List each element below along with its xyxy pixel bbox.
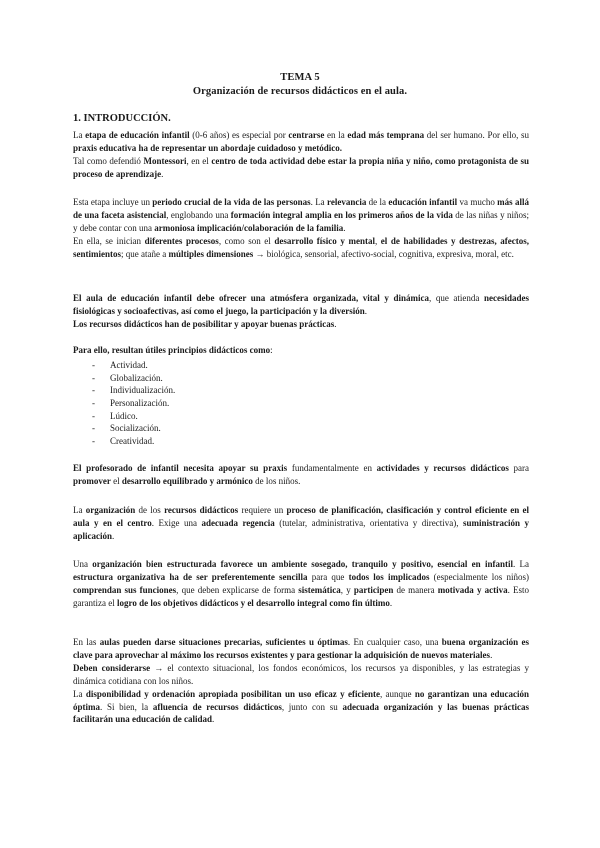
bold-text-run: armoniosa implicación/colaboración de la familia <box>154 222 344 233</box>
bold-text-run: Para ello, resultan útiles principios didácticos como <box>73 345 271 355</box>
list-item-text: Lúdico. <box>110 410 138 421</box>
list-item <box>92 397 392 410</box>
text-run: . La <box>310 197 328 207</box>
text-run: La <box>73 505 86 515</box>
text-run: del ser humano. Por ello, su <box>424 130 529 140</box>
text-run: Tal como defendió <box>73 155 144 166</box>
principles-list <box>92 359 392 448</box>
text-run: → biológica, sensorial, afectivo-social, cognitiva, expresiva, moral, etc. <box>253 248 514 259</box>
paragraph-principles-intro <box>73 344 529 357</box>
bold-text-run: organización bien estructurada favorece un ambiente sosegado, tranquilo y positivo, esencial en infantil <box>92 559 513 569</box>
bold-text-run: edad más temprana <box>347 130 425 140</box>
list-item <box>92 384 392 397</box>
list-item <box>92 422 392 435</box>
text-run: va mucho <box>457 197 498 207</box>
bold-text-run: necesidades fisiológicas y socioafectivas, así como el juego, la participación y la diversión <box>73 293 529 316</box>
text-run: el <box>110 475 122 486</box>
bullet-marker: - <box>92 385 95 396</box>
text-run: ; que atañe a <box>121 248 169 259</box>
bold-text-run: comprendan sus funciones <box>73 584 177 595</box>
bold-text-run: suministración y aplicación <box>73 517 529 541</box>
bullet-marker: - <box>92 398 95 409</box>
text-run: , que deben explicarse de forma <box>176 584 299 595</box>
text-run: . <box>212 714 215 725</box>
paragraph-teachers <box>73 462 529 488</box>
text-run: de las niñas y niños; y debe contar con una <box>73 209 529 233</box>
text-run: . <box>490 649 493 660</box>
bullet-marker: - <box>92 360 95 370</box>
text-run: , <box>374 235 381 246</box>
list-item-text: Actividad. <box>110 360 148 370</box>
paragraph-classroom <box>73 292 529 331</box>
bold-text-run: afluencia de recursos didácticos <box>152 701 282 712</box>
text-run: , aunque <box>379 688 415 699</box>
text-run: fundamentalmente en <box>287 463 377 473</box>
bold-text-run: adecuada regencia <box>201 517 275 528</box>
section-heading: 1. INTRODUCCIÓN. <box>73 113 171 124</box>
bold-text-run: educación infantil <box>388 197 458 207</box>
text-run: . <box>364 305 367 316</box>
list-item-text: Personalización. <box>110 398 170 409</box>
text-run: En ella, se inician <box>73 235 145 246</box>
bold-text-run: estructura organizativa ha de ser preferentemente sencilla <box>73 571 308 582</box>
list-item <box>92 372 392 385</box>
bold-text-run: desarrollo equilibrado y armónico <box>121 475 253 486</box>
text-run: , que atienda <box>428 293 484 303</box>
bullet-marker: - <box>92 372 95 383</box>
bold-text-run: el de habilidades y destrezas, afectos, sentimientos <box>73 235 530 259</box>
bold-text-run: no garantizan una educación óptima <box>73 688 529 712</box>
text-run: , y <box>340 584 354 595</box>
text-run: . <box>161 168 164 179</box>
list-item <box>92 410 392 423</box>
text-run: . <box>389 597 393 608</box>
text-run: . Esto garantiza el <box>73 584 529 608</box>
text-run: , englobando una <box>166 209 231 220</box>
bold-text-run: disponibilidad y ordenación apropiada posibilitan un uso eficaz y eficiente <box>85 688 380 699</box>
text-run: La <box>73 130 86 140</box>
text-run: de los niños. <box>252 475 301 486</box>
text-run: de la <box>366 197 389 207</box>
bold-text-run: promover <box>73 475 111 486</box>
text-run: (0-6 años) es especial por <box>189 130 289 140</box>
text-run: → el contexto situacional, los fondos económicos, los recursos ya disponibles, y las estrategias y dinámica cotidiana con los niños. <box>73 662 529 686</box>
list-item <box>92 359 392 372</box>
text-run: . Exige una <box>151 517 202 528</box>
bold-text-run: múltiples dimensiones <box>168 248 254 259</box>
bold-text-run: Deben considerarse <box>73 662 151 673</box>
list-item-text: Creatividad. <box>110 436 155 447</box>
bold-text-run: aulas pueden darse situaciones precarias, suficientes u óptimas <box>99 637 348 647</box>
bold-text-run: relevancia <box>327 197 367 207</box>
bold-text-run: recursos didácticos <box>164 505 239 515</box>
bullet-marker: - <box>92 410 95 421</box>
text-run: . <box>112 530 115 541</box>
text-run: La <box>73 688 86 699</box>
text-run: requiere un <box>238 505 287 515</box>
paragraph-stage <box>73 196 529 261</box>
bold-text-run: más allá de una faceta asistencial <box>73 197 529 220</box>
bold-text-run: desarrollo físico y mental <box>274 235 375 246</box>
document-title: Organización de recursos didácticos en el aula. <box>192 86 408 97</box>
text-run: Esta etapa incluye un <box>73 197 153 207</box>
text-run: Una <box>73 559 93 569</box>
text-run: En las <box>73 637 100 647</box>
text-run: : <box>270 345 273 355</box>
text-run: de manera <box>393 584 438 595</box>
bold-text-run: motivada y activa <box>437 584 508 595</box>
text-run: , junto con su <box>281 701 343 712</box>
bold-text-run: etapa de educación infantil <box>85 130 190 140</box>
bold-text-run: praxis educativa ha de representar un abordaje cuidadoso y metódico. <box>73 142 343 153</box>
paragraph-classrooms <box>73 636 529 726</box>
text-run: para <box>508 463 529 473</box>
bold-text-run: diferentes procesos <box>144 235 219 246</box>
bold-text-run: actividades y recursos didácticos <box>376 463 509 473</box>
bold-text-run: El profesorado de infantil necesita apoyar su praxis <box>73 463 288 473</box>
bold-text-run: organización <box>85 505 136 515</box>
text-run: , como son el <box>218 235 275 246</box>
text-run: . <box>334 318 337 329</box>
bold-text-run: El aula de educación infantil debe ofrecer una atmósfera organizada, vital y dinámica <box>73 293 429 303</box>
bold-text-run: todos los implicados <box>348 571 430 582</box>
bullet-marker: - <box>92 423 95 434</box>
bullet-marker: - <box>92 436 95 447</box>
text-run: . Si bien, la <box>100 701 153 712</box>
tema-number: TEMA 5 <box>280 72 320 83</box>
bold-text-run: participen <box>353 584 394 595</box>
text-run: , en el <box>186 155 212 166</box>
bold-text-run: sistemática <box>298 584 341 595</box>
text-run: . La <box>512 559 529 569</box>
list-item-text: Globalización. <box>110 372 163 383</box>
paragraph-structure <box>73 558 529 610</box>
text-run: (tutelar, administrativa, orientativa y directiva), <box>274 517 463 528</box>
bold-text-run: adecuada organización y las buenas prácticas facilitarán una educación de calidad <box>73 701 530 725</box>
bold-text-run: formación integral amplia en los primeros años de la vida <box>230 209 453 220</box>
bold-text-run: centro de toda actividad debe estar la propia niña y niño, como protagonista de su proceso de aprendizaje <box>73 155 529 179</box>
text-run: . En cualquier caso, una <box>347 637 442 647</box>
bold-text-run: centrarse <box>288 130 325 140</box>
text-run: (especialmente los niños) <box>429 571 529 582</box>
list-item-text: Individualización. <box>110 385 176 396</box>
list-item-text: Socialización. <box>110 423 161 434</box>
text-run: en la <box>324 130 348 140</box>
bold-text-run: proceso de planificación, clasificación y control eficiente en el aula y en el centro <box>73 505 530 528</box>
bold-text-run: Los recursos didácticos han de posibilitar y apoyar buenas prácticas <box>73 318 335 329</box>
bold-text-run: Montessori <box>143 155 187 166</box>
paragraph-organization <box>73 504 529 543</box>
paragraph-intro <box>73 129 529 181</box>
text-run: . <box>343 222 346 233</box>
bold-text-run: buena organización es clave para aprovechar al máximo los recursos existentes y para gestionar la adquisición de nuevos materiales <box>73 637 529 660</box>
bold-text-run: logro de los objetivos didácticos y el desarrollo integral como fin último <box>116 597 390 608</box>
list-item <box>92 435 392 448</box>
text-run: para que <box>307 571 349 582</box>
bold-text-run: periodo crucial de la vida de las personas <box>152 197 311 207</box>
text-run: de los <box>135 505 165 515</box>
